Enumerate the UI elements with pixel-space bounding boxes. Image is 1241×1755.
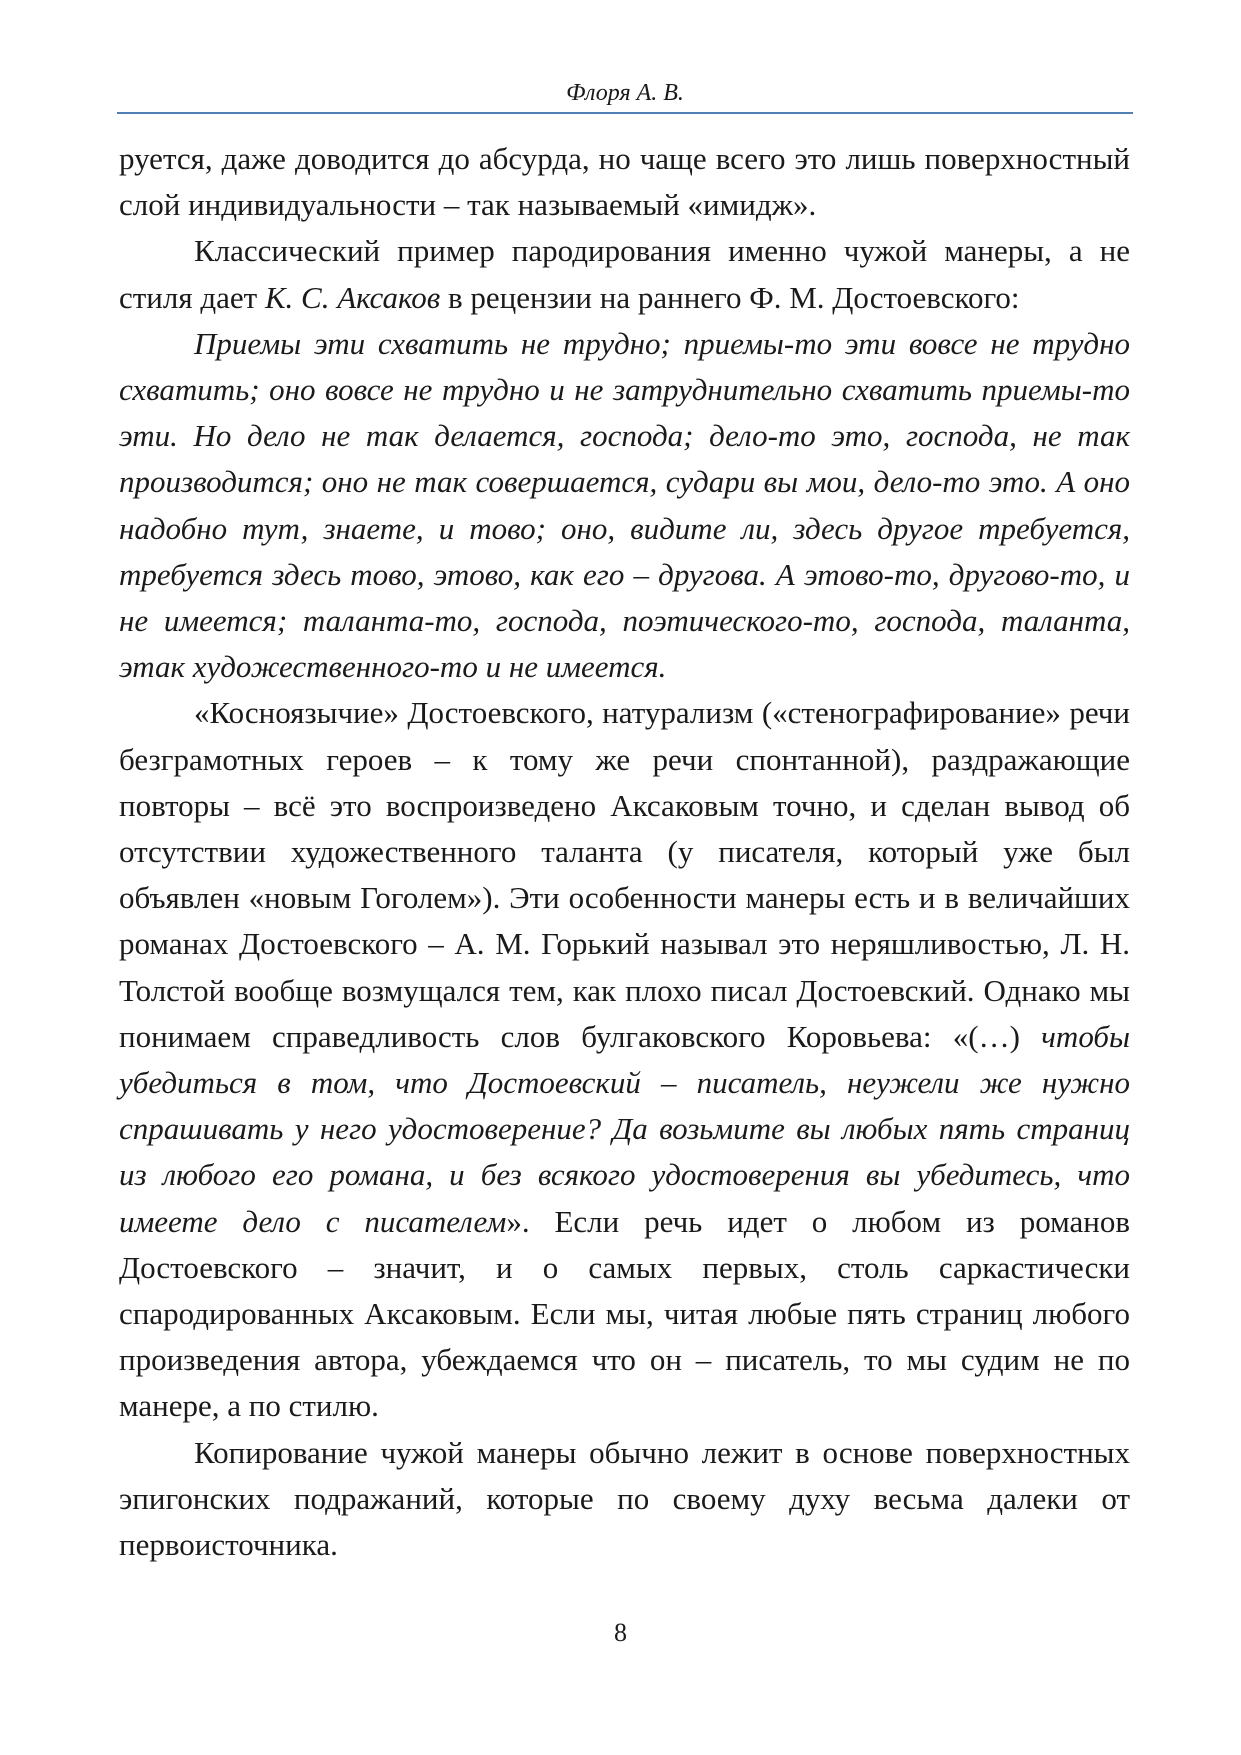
paragraph-4: Копирование чужой манеры обычно лежит в основе поверхностных эпигонских подражаний, которые по своему духу весьма далеки от первоисточника. xyxy=(119,1434,1130,1563)
paragraph-3-end: ». Если речь идет о любом из романов Достоевского – значит, и о самых первых, столь саркастически спародированных Аксаковым. Если мы, читая любые пять страниц любого произведения автора, убеждаемся что он – писатель, то мы судим не по манере, а по стилю. xyxy=(119,1203,1130,1424)
page-number: 8 xyxy=(614,1618,627,1647)
paragraph-2-end: в рецензии на раннего Ф. М. Достоевского: xyxy=(440,279,1020,315)
paragraph-3-start: «Косноязычие» Достоевского, натурализм («стенографирование» речи безграмотных героев – к тому же речи спонтанной), раздражающие повторы – всё это воспроизведено Аксаковым точно, и сделан вывод об отсутствии художественного таланта (у писателя, который уже был объявлен «новым Гоголем»). Эти особенности манеры есть и в величайших романах Достоевского – А. М. Горький называл это неряшливостью, Л. Н. Толстой вообще возмущался тем, как плохо писал Достоевский. Однако мы понимаем справедливость слов булгаковского Коровьева: «(…) xyxy=(119,695,1130,1054)
inline-quote: чтобы убедиться в том, что Достоевский – писатель, неужели же нужно спрашивать у него удостоверение? Да возьмите вы любых пять страниц из любого его романа, и без всякого удостоверения вы убедитесь, что имеете дело с писателем xyxy=(119,1018,1130,1239)
block-quote: Приемы эти схватить не трудно; приемы-то эти вовсе не трудно схватить; оно вовсе не трудно и не затруднительно схватить приемы-то эти. Но дело не так делается, господа; дело-то это, господа, не так производится; оно не так совершается, судари вы мои, дело-то это. А оно надобно тут, знаете, и тово; оно, видите ли, здесь другое требуется, требуется здесь тово, этово, как его – другова. А этово-то, другово-то, и не имеется; таланта-то, господа, поэтического-то, господа, таланта, этак художественного-то и не имеется. xyxy=(119,325,1130,685)
paragraph-2-start: Классический пример пародирования именно чужой манеры, а не стиля дает xyxy=(119,233,1130,315)
running-header: Флоря А. В. xyxy=(566,80,684,106)
paragraph-2 xyxy=(119,228,1130,320)
page-body xyxy=(119,136,1130,1568)
paragraph-3 xyxy=(119,690,1130,1429)
header-rule xyxy=(117,112,1133,114)
author-name: К. С. Аксаков xyxy=(264,279,441,315)
paragraph-1: руется, даже доводится до абсурда, но чаще всего это лишь поверхностный слой индивидуальности – так называемый «имидж». xyxy=(119,141,1130,223)
